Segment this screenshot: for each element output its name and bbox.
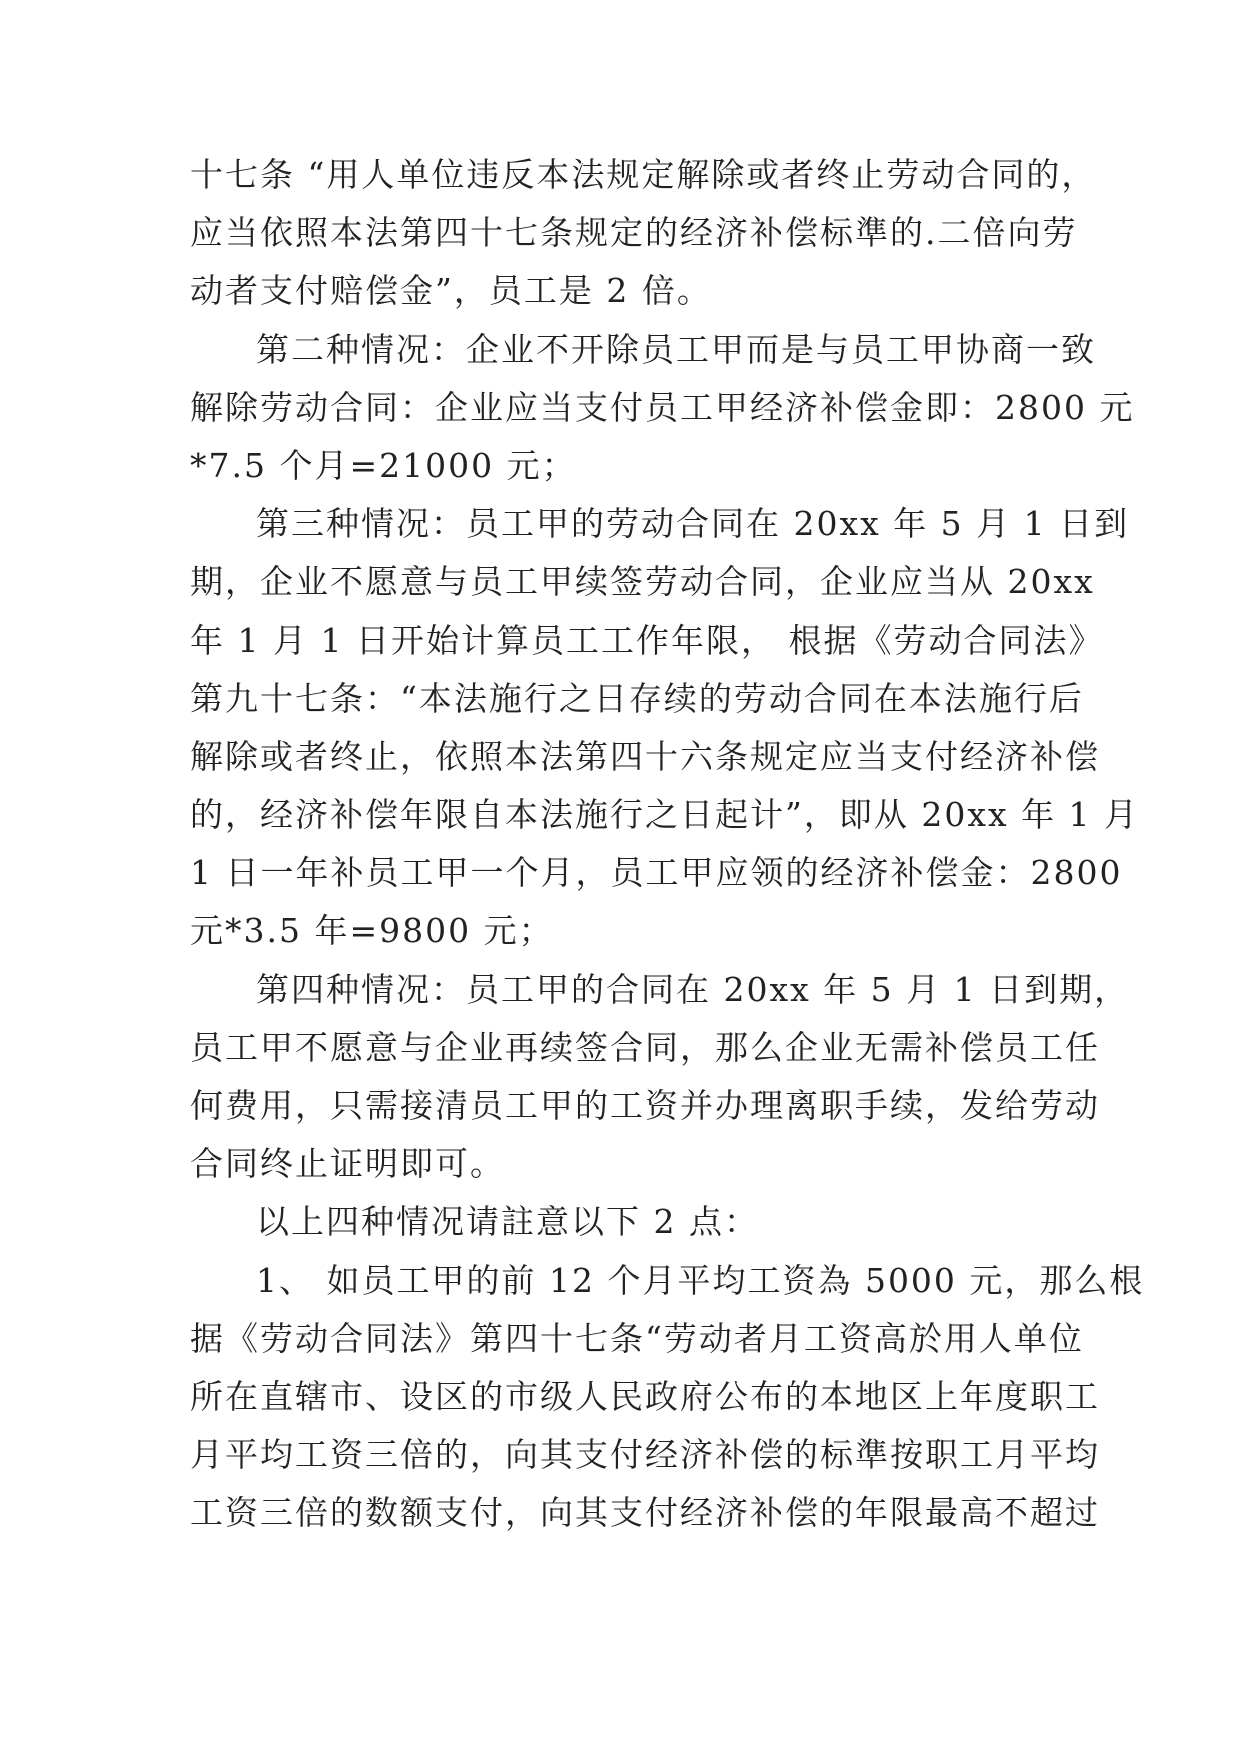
text-line-3: 动者支付赔偿金”，员工是 2 倍。: [190, 271, 712, 311]
text-line-7: 第三种情况：员工甲的劳动合同在 20xx 年 5 月 1 日到: [256, 504, 1130, 544]
text-line-22: 所在直辖市、设区的市级人民政府公布的本地区上年度职工: [190, 1376, 1100, 1416]
text-line-4: 第二种情况：企业不开除员工甲而是与员工甲协商一致: [256, 329, 1096, 369]
text-line-17: 何费用，只需接清员工甲的工资并办理离职手续，发给劳动: [190, 1086, 1100, 1125]
text-line-13: 1 日一年补员工甲一个月，员工甲应领的经济补偿金：2800: [190, 853, 1123, 893]
text-line-1: 十七条 “用人单位违反本法规定解除或者终止劳动合同的，: [190, 155, 1097, 194]
text-line-20: 1、 如员工甲的前 12 个月平均工资為 5000 元，那么根: [256, 1260, 1145, 1300]
text-line-21: 据《劳动合同法》第四十七条“劳动者月工资高於用人单位: [190, 1318, 1084, 1358]
text-line-2: 应当依照本法第四十七条规定的经济补偿标準的.二倍向劳: [190, 213, 1078, 253]
text-line-9: 年 1 月 1 日开始计算员工工作年限， 根据《劳动合同法》: [190, 620, 1104, 660]
text-line-18: 合同终止证明即可。: [190, 1144, 505, 1184]
text-line-19: 以上四种情况请註意以下 2 点：: [256, 1202, 759, 1242]
text-line-12: 的，经济补偿年限自本法施行之日起计”，即从 20xx 年 1 月: [190, 795, 1140, 835]
text-line-16: 员工甲不愿意与企业再续签合同，那么企业无需补偿员工任: [190, 1027, 1100, 1067]
text-line-6: *7.5 个月=21000 元；: [190, 445, 577, 485]
text-line-15: 第四种情况：员工甲的合同在 20xx 年 5 月 1 日到期，: [256, 969, 1130, 1009]
text-line-14: 元*3.5 年=9800 元；: [190, 911, 554, 951]
text-line-5: 解除劳动合同：企业应当支付员工甲经济补偿金即：2800 元: [190, 387, 1135, 427]
text-line-23: 月平均工资三倍的，向其支付经济补偿的标準按职工月平均: [190, 1435, 1100, 1475]
text-line-24: 工资三倍的数额支付，向其支付经济补偿的年限最高不超过: [190, 1493, 1100, 1533]
text-line-11: 解除或者终止，依照本法第四十六条规定应当支付经济补偿: [190, 736, 1100, 776]
text-line-8: 期，企业不愿意与员工甲续签劳动合同，企业应当从 20xx: [190, 562, 1095, 602]
document-body: [190, 146, 1145, 1543]
text-line-10: 第九十七条：“本法施行之日存续的劳动合同在本法施行后: [190, 678, 1084, 718]
